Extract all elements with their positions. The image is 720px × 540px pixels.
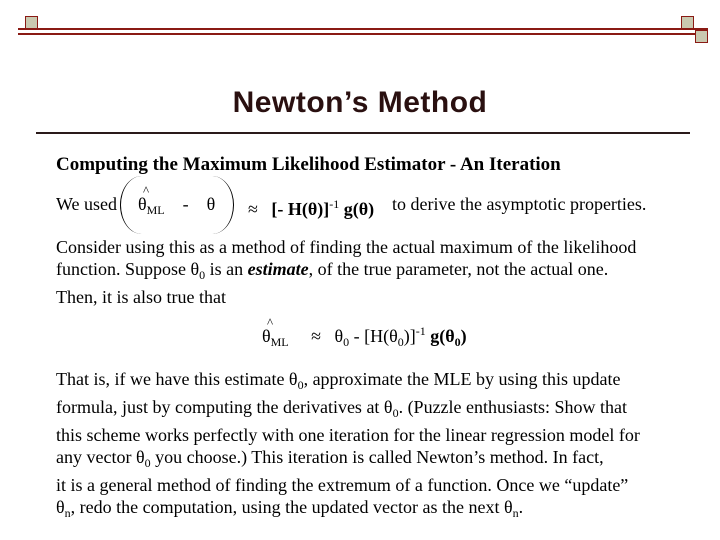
right-square-ornament-lower (695, 30, 708, 43)
top-decoration-bar (18, 18, 708, 36)
approx-sign: ≈ (248, 199, 258, 219)
ml-subscript-center: ML (270, 335, 289, 349)
estimate-emphasis: estimate (247, 259, 309, 279)
top-rule-upper (18, 28, 708, 30)
para1-line2a: function. Suppose θ (56, 259, 200, 279)
gradient-sub-center: 0 (454, 335, 461, 349)
line1-rest: to derive the asymptotic properties. (392, 194, 647, 214)
para2-l1b: , approximate the MLE by using this update (303, 369, 621, 389)
left-square-ornament (25, 16, 38, 29)
para2-l2sub: 0 (392, 406, 399, 420)
para2-line4 (56, 446, 640, 474)
para2-l1sub: 0 (297, 378, 304, 392)
approx-sign-center: ≈ (311, 326, 322, 346)
theta-ml-minus-theta (138, 193, 215, 221)
right-square-ornament (681, 16, 694, 29)
section-heading: Computing the Maximum Likelihood Estimator - An Iteration (56, 154, 561, 175)
paragraph-2 (56, 368, 640, 524)
newton-update-equation (262, 320, 467, 353)
para1-line3: Then, it is also true that (56, 287, 226, 307)
para2-l4b: you choose.) This iteration is called Newton’s method. In fact, (150, 447, 604, 467)
inverse-sup-center: -1 (415, 324, 426, 338)
para2-line1 (56, 368, 640, 396)
para2-l2b: . (Puzzle enthusiasts: Show that (398, 397, 628, 417)
para2-line6 (56, 496, 640, 524)
title-underline (36, 132, 690, 134)
para1-line2b: is an (205, 259, 248, 279)
theta0-center: θ (334, 326, 344, 346)
para2-l6sub2: n (512, 506, 519, 520)
top-rule-lower (18, 33, 708, 35)
para1-sub0: 0 (199, 268, 206, 282)
approx-hessian-expression (248, 193, 374, 220)
hessian-center: [H(θ (364, 326, 398, 346)
paragraph-1 (56, 236, 636, 308)
para1-line1: Consider using this as a method of finding the actual maximum of the likelihood (56, 237, 637, 257)
sub0-center: 0 (343, 335, 350, 349)
theta-symbol: θ (206, 194, 216, 214)
gradient-center: g(θ (425, 326, 455, 346)
hessian-sub-center: 0 (397, 335, 404, 349)
hessian-close-center: )] (403, 326, 416, 346)
para2-line2 (56, 396, 640, 424)
gradient-term: g(θ) (339, 199, 375, 219)
para2-l6sub: n (64, 506, 71, 520)
para2-l6c: . (518, 497, 524, 517)
gradient-close-center: ) (460, 326, 467, 346)
para2-l6a: θ (56, 497, 65, 517)
minus-sign: - (182, 194, 189, 214)
para2-l2a: formula, just by computing the derivatives at θ (56, 397, 393, 417)
theta-hat-center: ^ θ (262, 325, 271, 347)
para2-line5: it is a general method of finding the extremum of a function. Once we “update” (56, 475, 629, 495)
para2-l4sub: 0 (144, 456, 151, 470)
para2-line3: this scheme works perfectly with one iteration for the linear regression model for (56, 425, 640, 445)
para2-l1a: That is, if we have this estimate θ (56, 369, 298, 389)
slide-title: Newton’s Method (232, 86, 488, 119)
theta-hat: ^ θ (138, 193, 147, 215)
ml-subscript: ML (146, 203, 165, 217)
para2-l6b: , redo the computation, using the updated vector as the next θ (70, 497, 513, 517)
para1-line2 (56, 258, 636, 286)
para1-line2c: , of the true parameter, not the actual one. (308, 259, 609, 279)
we-used-label: We used (56, 194, 118, 214)
inverse-superscript: -1 (329, 197, 340, 211)
hessian-bracket: [- H(θ)] (271, 199, 330, 219)
para2-l4a: any vector θ (56, 447, 145, 467)
minus-center: - (349, 326, 365, 346)
